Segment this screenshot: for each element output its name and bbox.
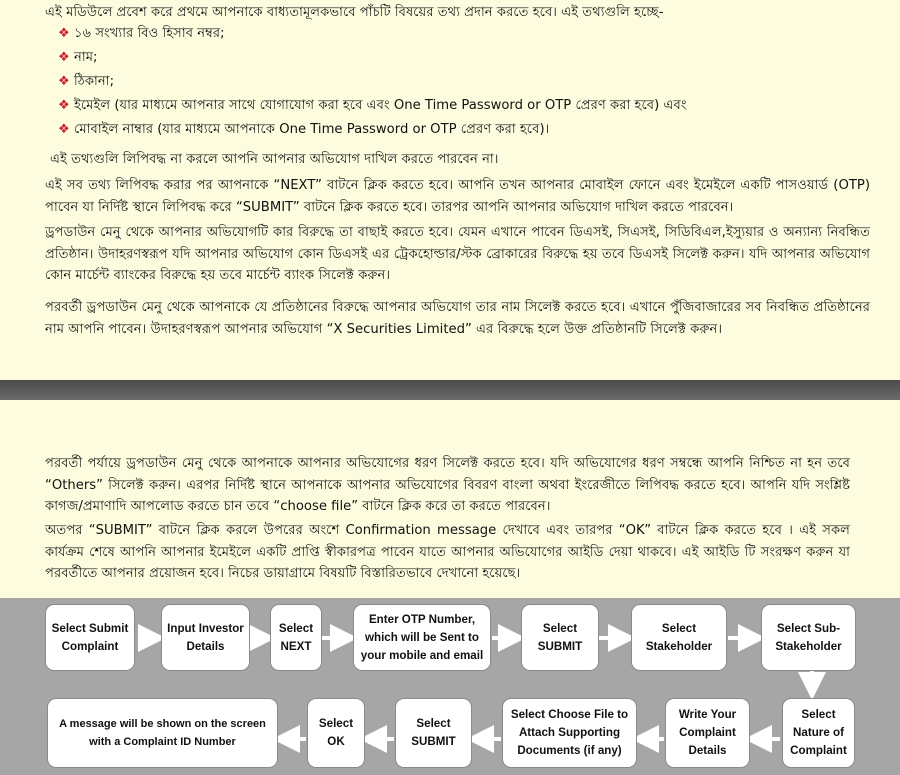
list-item: ❖ ১৬ সংখ্যার বিও হিসাব নম্বর; [58,22,687,46]
required-info-list [58,22,687,142]
complaint-nature-paragraph: পরবর্তী পর্যায়ে ড্রপডাউন মেনু থেকে আপনাকে আপনার অভিযোগের ধরণ সিলেক্ট করতে হবে। যদি অভিযোগের ধরণ সম্বন্ধে আপনি নিশ্চিত না হন তবে “Others” সিলেক্ট করুন। এরপর নির্দিষ্ট স্থানে আপনাকে আপনার অভিযোগের বিবরণ বাংলা অথবা ইংরেজীতে লিপিবদ্ধ করতে হবে। আপনি যদি সংশ্লিষ্ট কাগজ/প্রমাণাদি আপলোড করতে চান তবে “choose file” বাটনে ক্লিক করে তা করতে পারবেন। [45,456,850,514]
list-item: ❖ ঠিকানা; [58,70,687,94]
list-item: ❖ ইমেইল (যার মাধ্যমে আপনার সাথে যোগাযোগ করা হবে এবং One Time Password or OTP প্রেরণ করা হবে) এবং [58,94,687,118]
intro-text: এই মডিউলে প্রবেশ করে প্রথমে আপনাকে বাধ্যতামূলকভাবে পাঁচটি বিষয়ের তথ্য প্রদান করতে হবে। এই তথ্যগুলি হচ্ছে- [45,5,664,20]
flow-step-complaint-id-message: A message will be shown on the screen with a Complaint ID Number [48,699,277,767]
flow-step-select-next: Select NEXT [271,605,321,670]
flow-step-select-nature-of-complaint: Select Nature of Complaint [783,699,854,767]
flow-step-input-investor-details: Input Investor Details [162,605,249,670]
next-button-paragraph: এই সব তথ্য লিপিবদ্ধ করার পর আপনাকে “NEXT” বাটনে ক্লিক করতে হবে। আপনি তখন আপনার মোবাইল ফোনে এবং ইমেইলে একটি পাসওয়ার্ড (OTP) পাবেন যা নির্দিষ্ট স্থানে লিপিবদ্ধ করে “SUBMIT” বাটনে ক্লিক করতে হবে। তারপর আপনি আপনার অভিযোগ দাখিল করতে পারবেন। [45,178,870,215]
flow-step-select-sub-stakeholder: Select Sub-Stakeholder [762,605,855,670]
diamond-bullet-icon: ❖ [58,50,70,65]
instructions-page-bottom [0,400,900,600]
page-divider [0,380,900,400]
flow-step-select-ok: Select OK [308,699,364,767]
list-item: ❖ মোবাইল নাম্বার (যার মাধ্যমে আপনাকে One Time Password or OTP প্রেরণ করা হবে)। [58,118,687,142]
diamond-bullet-icon: ❖ [58,98,70,113]
flow-step-select-stakeholder: Select Stakeholder [632,605,726,670]
required-note: এই তথ্যগুলি লিপিবদ্ধ না করলে আপনি আপনার অভিযোগ দাখিল করতে পারবেন না। [50,152,499,167]
flow-step-select-submit-final: Select SUBMIT [396,699,471,767]
diamond-bullet-icon: ❖ [58,122,70,137]
submit-paragraph: অতপর “SUBMIT” বাটনে ক্লিক করলে উপরের অংশে Confirmation message দেখাবে এবং তারপর “OK” বাটনে ক্লিক করতে হবে । এই সকল কার্যক্রম শেষে আপনি আপনার ইমেইলে একটি প্রাপ্তি স্বীকারপত্র পাবেন যাতে আপনার অভিযোগের আইডি দেয়া থাকবে। এই আইডি টি সংরক্ষণ করুন যা পরবর্তীতে আপনার প্রয়োজন হবে। নিচের ডায়াগ্রামে বিষয়টি বিস্তারিতভাবে দেখানো হয়েছে। [45,523,850,581]
institution-dropdown-paragraph: পরবর্তী ড্রপডাউন মেনু থেকে আপনাকে যে প্রতিষ্ঠানের বিরুদ্ধে আপনার অভিযোগ তার নাম সিলেক্ট করতে হবে। এখানে পুঁজিবাজারের সব নিবন্ধিত প্রতিষ্ঠানের নাম আপনি পাবেন। উদাহরণস্বরূপ আপনার অভিযোগ “X Securities Limited” এর বিরুদ্ধে হলে উক্ত প্রতিষ্ঠানটি সিলেক্ট করুন। [45,300,870,337]
list-item: ❖ নাম; [58,46,687,70]
flow-step-select-submit-complaint: Select Submit Complaint [46,605,134,670]
flow-step-choose-file: Select Choose File to Attach Supporting Documents (if any) [503,699,636,767]
dropdown-paragraph: ড্রপডাউন মেনু থেকে আপনার অভিযোগটি কার বিরুদ্ধে তা বাছাই করতে হবে। যেমন এখানে পাবেন ডিএসই, সিএসই, সিডিবিএল,ইস্যুয়ার ও অন্যান্য নিবন্ধিত প্রতিষ্ঠান। উদাহরণস্বরূপ যদি আপনার অভিযোগ কোন ডিএসই এর ট্রেকহোল্ডার/স্টক ব্রোকারের বিরুদ্ধে হয় তবে ডিএসই সিলেক্ট করুন। যদি আপনার অভিযোগ কোন মার্চেন্ট ব্যাংকের বিরুদ্ধে হয় তবে মার্চেন্ট ব্যাংক সিলেক্ট করুন। [45,225,870,283]
diamond-bullet-icon: ❖ [58,26,70,41]
instructions-page-top [0,0,900,380]
flow-step-write-complaint-details: Write Your Complaint Details [666,699,749,767]
flow-step-select-submit: Select SUBMIT [522,605,598,670]
flow-step-enter-otp: Enter OTP Number, which will be Sent to your mobile and email [354,605,490,670]
diamond-bullet-icon: ❖ [58,74,70,89]
process-flowchart [0,598,900,775]
